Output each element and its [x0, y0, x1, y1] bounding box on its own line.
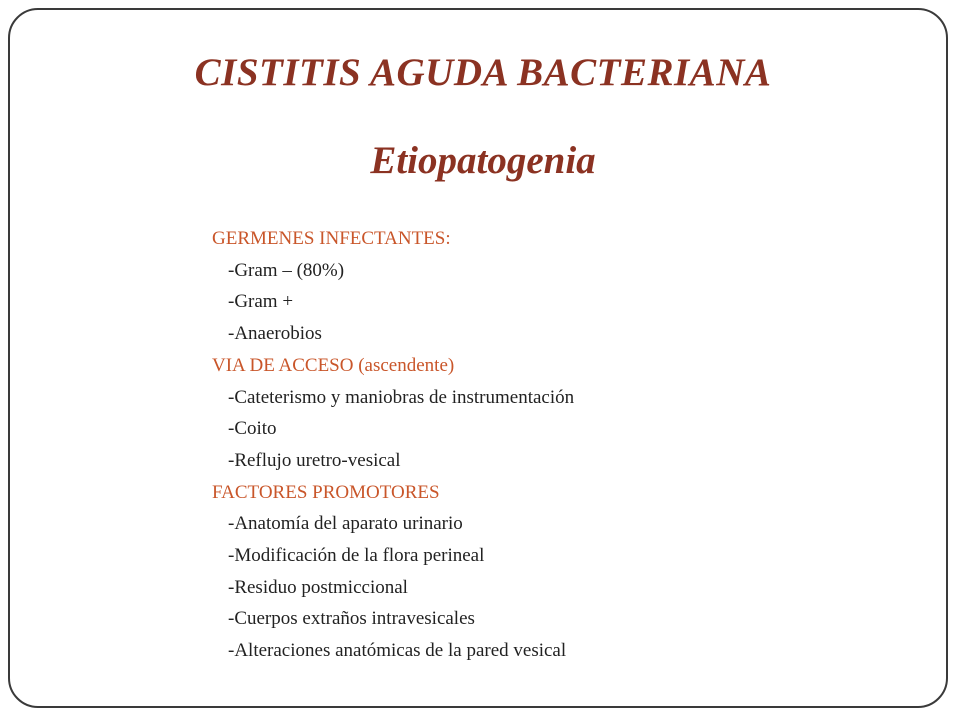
list-item: -Gram – (80%) [228, 259, 345, 281]
list-item: -Alteraciones anatómicas de la pared vesical [228, 640, 567, 662]
slide-content [212, 223, 574, 667]
slide-frame [8, 8, 948, 708]
section-heading-via-acceso: VIA DE ACCESO (ascendente) [212, 354, 455, 376]
section-heading-factores: FACTORES PROMOTORES [212, 481, 440, 503]
list-item: -Anaerobios [228, 323, 322, 345]
slide-title: CISTITIS AGUDA BACTERIANA [194, 51, 772, 94]
list-item: -Anatomía del aparato urinario [228, 513, 463, 535]
slide-subtitle: Etiopatogenia [370, 139, 596, 182]
list-item: -Reflujo uretro-vesical [228, 449, 401, 471]
list-item: -Cateterismo y maniobras de instrumentación [228, 386, 575, 408]
list-item: -Modificación de la flora perineal [228, 545, 485, 567]
section-heading-germenes: GERMENES INFECTANTES: [212, 228, 451, 249]
list-item: -Residuo postmiccional [228, 576, 408, 598]
list-item: -Cuerpos extraños intravesicales [228, 608, 475, 630]
list-item: -Coito [228, 418, 277, 440]
list-item: -Gram + [228, 291, 294, 313]
